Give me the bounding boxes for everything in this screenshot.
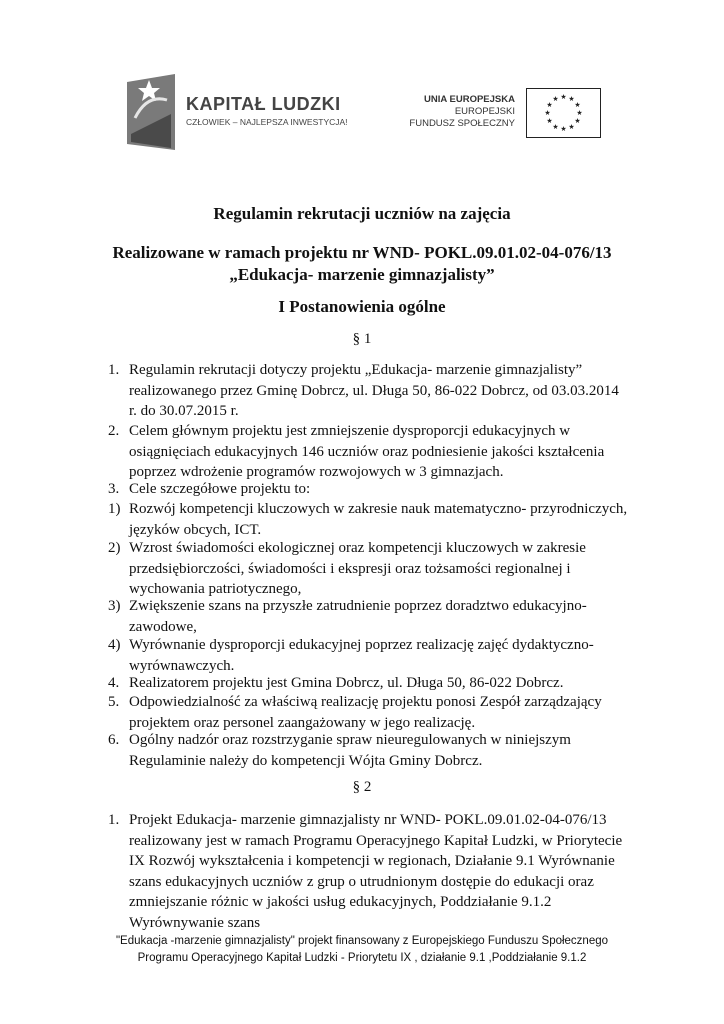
list-item xyxy=(108,499,628,540)
list-item-number: 1) xyxy=(108,501,121,517)
list-item xyxy=(108,360,628,422)
list-item xyxy=(108,673,628,694)
eu-flag-icon xyxy=(526,88,601,138)
subtitle-line-2: „Edukacja- marzenie gimnazjalisty” xyxy=(229,265,495,284)
list-item xyxy=(108,692,628,733)
list-item-text: Rozwój kompetencji kluczowych w zakresie nauk matematyczno- przyrodniczych, języków obcych, ICT. xyxy=(129,501,628,538)
eu-line-2: EUROPEJSKI xyxy=(454,106,515,117)
eu-line-1: UNIA EUROPEJSKA xyxy=(424,94,515,105)
list-item-text: Wzrost świadomości ekologicznej oraz kompetencji kluczowych w zakresie przedsiębiorczości, świadomości i ekspresji oraz tożsamości regionalnej i wychowania patriotycznego, xyxy=(129,540,586,597)
list-item-text: Projekt Edukacja- marzenie gimnazjalisty nr WND- POKL.09.01.02-04-076/13 realizowany jest w ramach Programu Operacyjnego Kapitał Ludzki, w Priorytecie IX Rozwój wykształcenia i kompetencji w regionach, Działanie 9.1 Wyrównanie szans edukacyjnych uczniów z grup o utrudnionym dostępie do edukacji oraz zmniejszanie różnic w jakości usług edukacyjnych, Poddziałanie 9.1.2 Wyrównywanie szans xyxy=(129,812,623,931)
list-item xyxy=(108,538,628,600)
eu-line-3: FUNDUSZ SPOŁECZNY xyxy=(409,118,515,129)
list-item-text: Zwiększenie szans na przyszłe zatrudnienie poprzez doradztwo edukacyjno- zawodowe, xyxy=(129,598,587,635)
kapital-ludzki-title: KAPITAŁ LUDZKI xyxy=(186,94,341,114)
svg-text:★: ★ xyxy=(560,125,567,133)
footer-line-1: "Edukacja -marzenie gimnazjalisty" projekt finansowany z Europejskiego Funduszu Społecznego xyxy=(115,935,609,947)
list-item-number: 2. xyxy=(108,423,120,439)
svg-text:★: ★ xyxy=(560,93,567,101)
paragraph-mark-1: § 1 xyxy=(352,331,372,347)
list-item xyxy=(108,810,628,933)
svg-text:★: ★ xyxy=(552,123,559,131)
svg-text:★: ★ xyxy=(574,101,581,109)
list-item-text: Cele szczegółowe projektu to: xyxy=(129,481,311,497)
eu-logo-text xyxy=(395,94,515,130)
kapital-ludzki-subtitle: CZŁOWIEK – NAJLEPSZA INWESTYCJA! xyxy=(186,117,348,127)
list-item-number: 5. xyxy=(108,694,120,710)
list-item-number: 1. xyxy=(108,362,120,378)
list-item-text: Odpowiedzialność za właściwą realizację projektu ponosi Zespół zarządzający projektem oraz personel zaangażowany w jego realizację. xyxy=(129,694,602,731)
list-item-number: 2) xyxy=(108,540,121,556)
subtitle-line-1: Realizowane w ramach projektu nr WND- POKL.09.01.02-04-076/13 xyxy=(112,243,612,262)
svg-text:★: ★ xyxy=(546,101,553,109)
svg-text:★: ★ xyxy=(568,95,575,103)
list-item-number: 3. xyxy=(108,481,120,497)
list-item-text: Ogólny nadzór oraz rozstrzyganie spraw nieuregulowanych w niniejszym Regulaminie należy do kompetencji Wójta Gminy Dobrcz. xyxy=(129,732,571,769)
svg-text:★: ★ xyxy=(546,117,553,125)
svg-text:★: ★ xyxy=(544,109,551,117)
svg-text:★: ★ xyxy=(568,123,575,131)
list-item-number: 4) xyxy=(108,637,121,653)
document-title: Regulamin rekrutacji uczniów na zajęcia xyxy=(213,204,511,223)
list-item-number: 1. xyxy=(108,812,120,828)
list-item-number: 3) xyxy=(108,598,121,614)
page-footer xyxy=(0,933,724,967)
list-item-text: Realizatorem projektu jest Gmina Dobrcz, ul. Długa 50, 86-022 Dobrcz. xyxy=(129,675,564,691)
list-item-number: 6. xyxy=(108,732,120,748)
list-item-number: 4. xyxy=(108,675,120,691)
document-subtitle xyxy=(0,242,724,286)
list-item xyxy=(108,421,628,483)
list-item xyxy=(108,635,628,676)
svg-text:★: ★ xyxy=(574,117,581,125)
list-item-text: Wyrównanie dysproporcji edukacyjnej poprzez realizację zajęć dydaktyczno- wyrównawczych. xyxy=(129,637,594,674)
footer-line-2: Programu Operacyjnego Kapitał Ludzki - Priorytetu IX , działanie 9.1 ,Poddziałanie 9.1.2 xyxy=(137,952,587,964)
list-item-text: Celem głównym projektu jest zmniejszenie dysproporcji edukacyjnych w osiągnięciach edukacyjnych 146 uczniów oraz podniesienie jakości kształcenia poprzez wdrożenie programów rozwojowych w 3 gimnazjach. xyxy=(129,423,605,480)
list-item xyxy=(108,479,628,500)
list-item xyxy=(108,730,628,771)
section-heading: I Postanowienia ogólne xyxy=(278,297,446,316)
svg-text:★: ★ xyxy=(576,109,583,117)
list-item xyxy=(108,596,628,637)
paragraph-mark-2: § 2 xyxy=(352,779,372,795)
svg-text:★: ★ xyxy=(552,95,559,103)
list-item-text: Regulamin rekrutacji dotyczy projektu „Edukacja- marzenie gimnazjalisty” realizowanego przez Gminę Dobrcz, ul. Długa 50, 86-022 Dobrcz, od 03.03.2014 r. do 30.07.2015 r. xyxy=(129,362,619,419)
